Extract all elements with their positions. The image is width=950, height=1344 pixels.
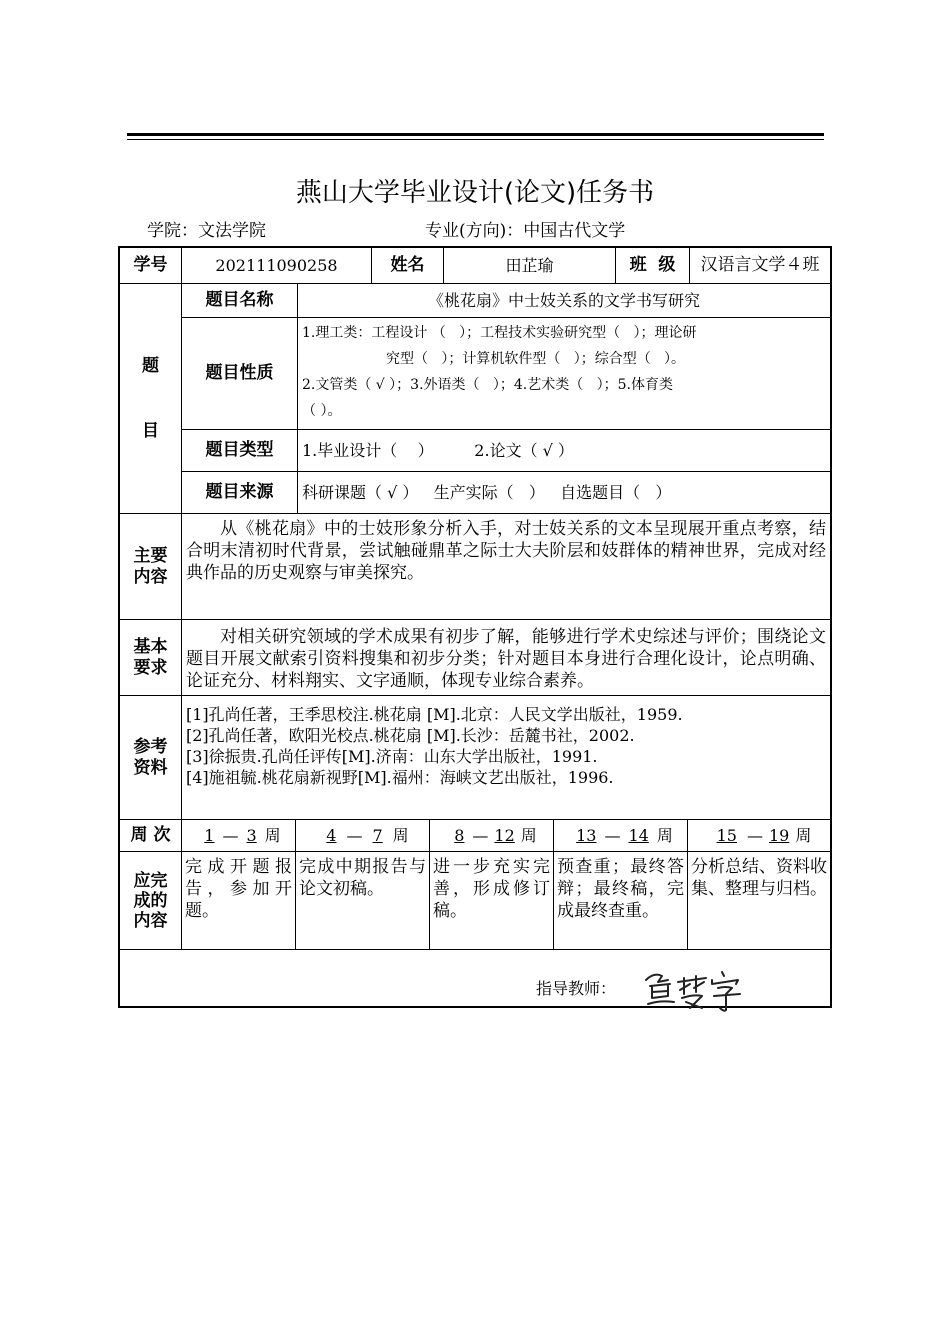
basic-requirements-label: 基本 要求 (120, 620, 182, 696)
basic-requirements-text: 对相关研究领域的学术成果有初步了解，能够进行学术史综述与评价；围绕论文题目开展文献索引资料搜集和初步分类；针对题目本身进行合理化设计，论点明确、论证充分、材料翔实、文字通顺，体现专业综合素养。 (182, 620, 830, 696)
reference-item: [3]徐振贵.孔尚任评传[M].济南：山东大学出版社，1991. (186, 747, 598, 766)
task-cell-4: 预查重；最终答辩；最终稿，完成最终查重。 (554, 852, 688, 950)
reference-item: [1]孔尚任著，王季思校注.桃花扇 [M].北京：人民文学出版社，1959. (186, 705, 683, 724)
task-cell-1: 完成开题报告，参加开题。 (182, 852, 296, 950)
nature-line-2: 究型（ ）；计算机软件型（ ）；综合型（ ）。 (386, 351, 686, 367)
task-cell-3: 进一步充实完善，形成修订稿。 (430, 852, 554, 950)
student-id-value: 202111090258 (182, 248, 372, 284)
advisor-label: 指导教师： (536, 979, 617, 998)
major-label: 专业(方向)：中国古代文学 (425, 221, 626, 241)
topic-source-value: 科研课题（ √ ） 生产实际（ ） 自选题目（ ） (298, 472, 830, 514)
week-range-5: 15 — 19 周 (688, 820, 830, 852)
nature-line-3: 2.文管类（ √ ）；3.外语类（ ）；4.艺术类（ ）；5.体育类 (302, 377, 673, 393)
advisor-signature-image (640, 968, 750, 1014)
task-table (118, 246, 832, 1008)
week-range-1: 1 — 3 周 (182, 820, 296, 852)
task-cell-5: 分析总结、资料收集、整理与归档。 (688, 852, 830, 950)
week-range-2: 4 — 7 周 (296, 820, 430, 852)
document-title: 燕山大学毕业设计(论文)任务书 (295, 178, 655, 208)
student-name-value: 田芷瑜 (444, 248, 616, 284)
nature-line-4: （ ）。 (302, 403, 342, 419)
references-list (182, 696, 830, 820)
class-label: 班 级 (616, 248, 690, 284)
college-label: 学院：文法学院 (147, 221, 266, 241)
topic-label-char-2: 目 (142, 420, 159, 441)
references-label: 参考 资料 (120, 696, 182, 820)
student-id-label: 学号 (120, 248, 182, 284)
main-content-text: 从《桃花扇》中的士妓形象分析入手，对士妓关系的文本呈现展开重点考察，结合明末清初时代背景，尝试触碰鼎革之际士大夫阶层和妓群体的精神世界，完成对经典作品的历史观察与审美探究。 (182, 514, 830, 620)
topic-name-value: 《桃花扇》中士妓关系的文学书写研究 (298, 284, 830, 318)
week-label: 周 次 (120, 820, 182, 852)
topic-name-label: 题目名称 (182, 284, 298, 318)
topic-type-value: 1.毕业设计（ ） 2.论文（ √ ） (298, 430, 830, 472)
student-name-label: 姓名 (372, 248, 444, 284)
topic-section-label (120, 284, 182, 514)
topic-label-char-1: 题 (142, 355, 159, 376)
reference-item: [2]孔尚任著，欧阳光校点.桃花扇 [M].长沙：岳麓书社，2002. (186, 726, 635, 745)
reference-item: [4]施祖毓.桃花扇新视野[M].福州：海峡文艺出版社，1996. (186, 768, 614, 787)
task-content-label: 应完 成的 内容 (120, 852, 182, 950)
topic-source-label: 题目来源 (182, 472, 298, 514)
top-rule-thin (127, 139, 824, 140)
topic-nature-value (298, 318, 830, 430)
task-cell-2: 完成中期报告与论文初稿。 (296, 852, 430, 950)
topic-type-label: 题目类型 (182, 430, 298, 472)
class-value: 汉语言文学４班 (690, 248, 830, 284)
top-rule-thick (127, 133, 824, 136)
week-range-4: 13 — 14 周 (554, 820, 688, 852)
week-range-3: 8 — 12 周 (430, 820, 554, 852)
topic-nature-label: 题目性质 (182, 318, 298, 430)
main-content-label: 主要 内容 (120, 514, 182, 620)
nature-line-1: 1.理工类：工程设计 （ ）；工程技术实验研究型（ ）；理论研 (302, 325, 697, 341)
